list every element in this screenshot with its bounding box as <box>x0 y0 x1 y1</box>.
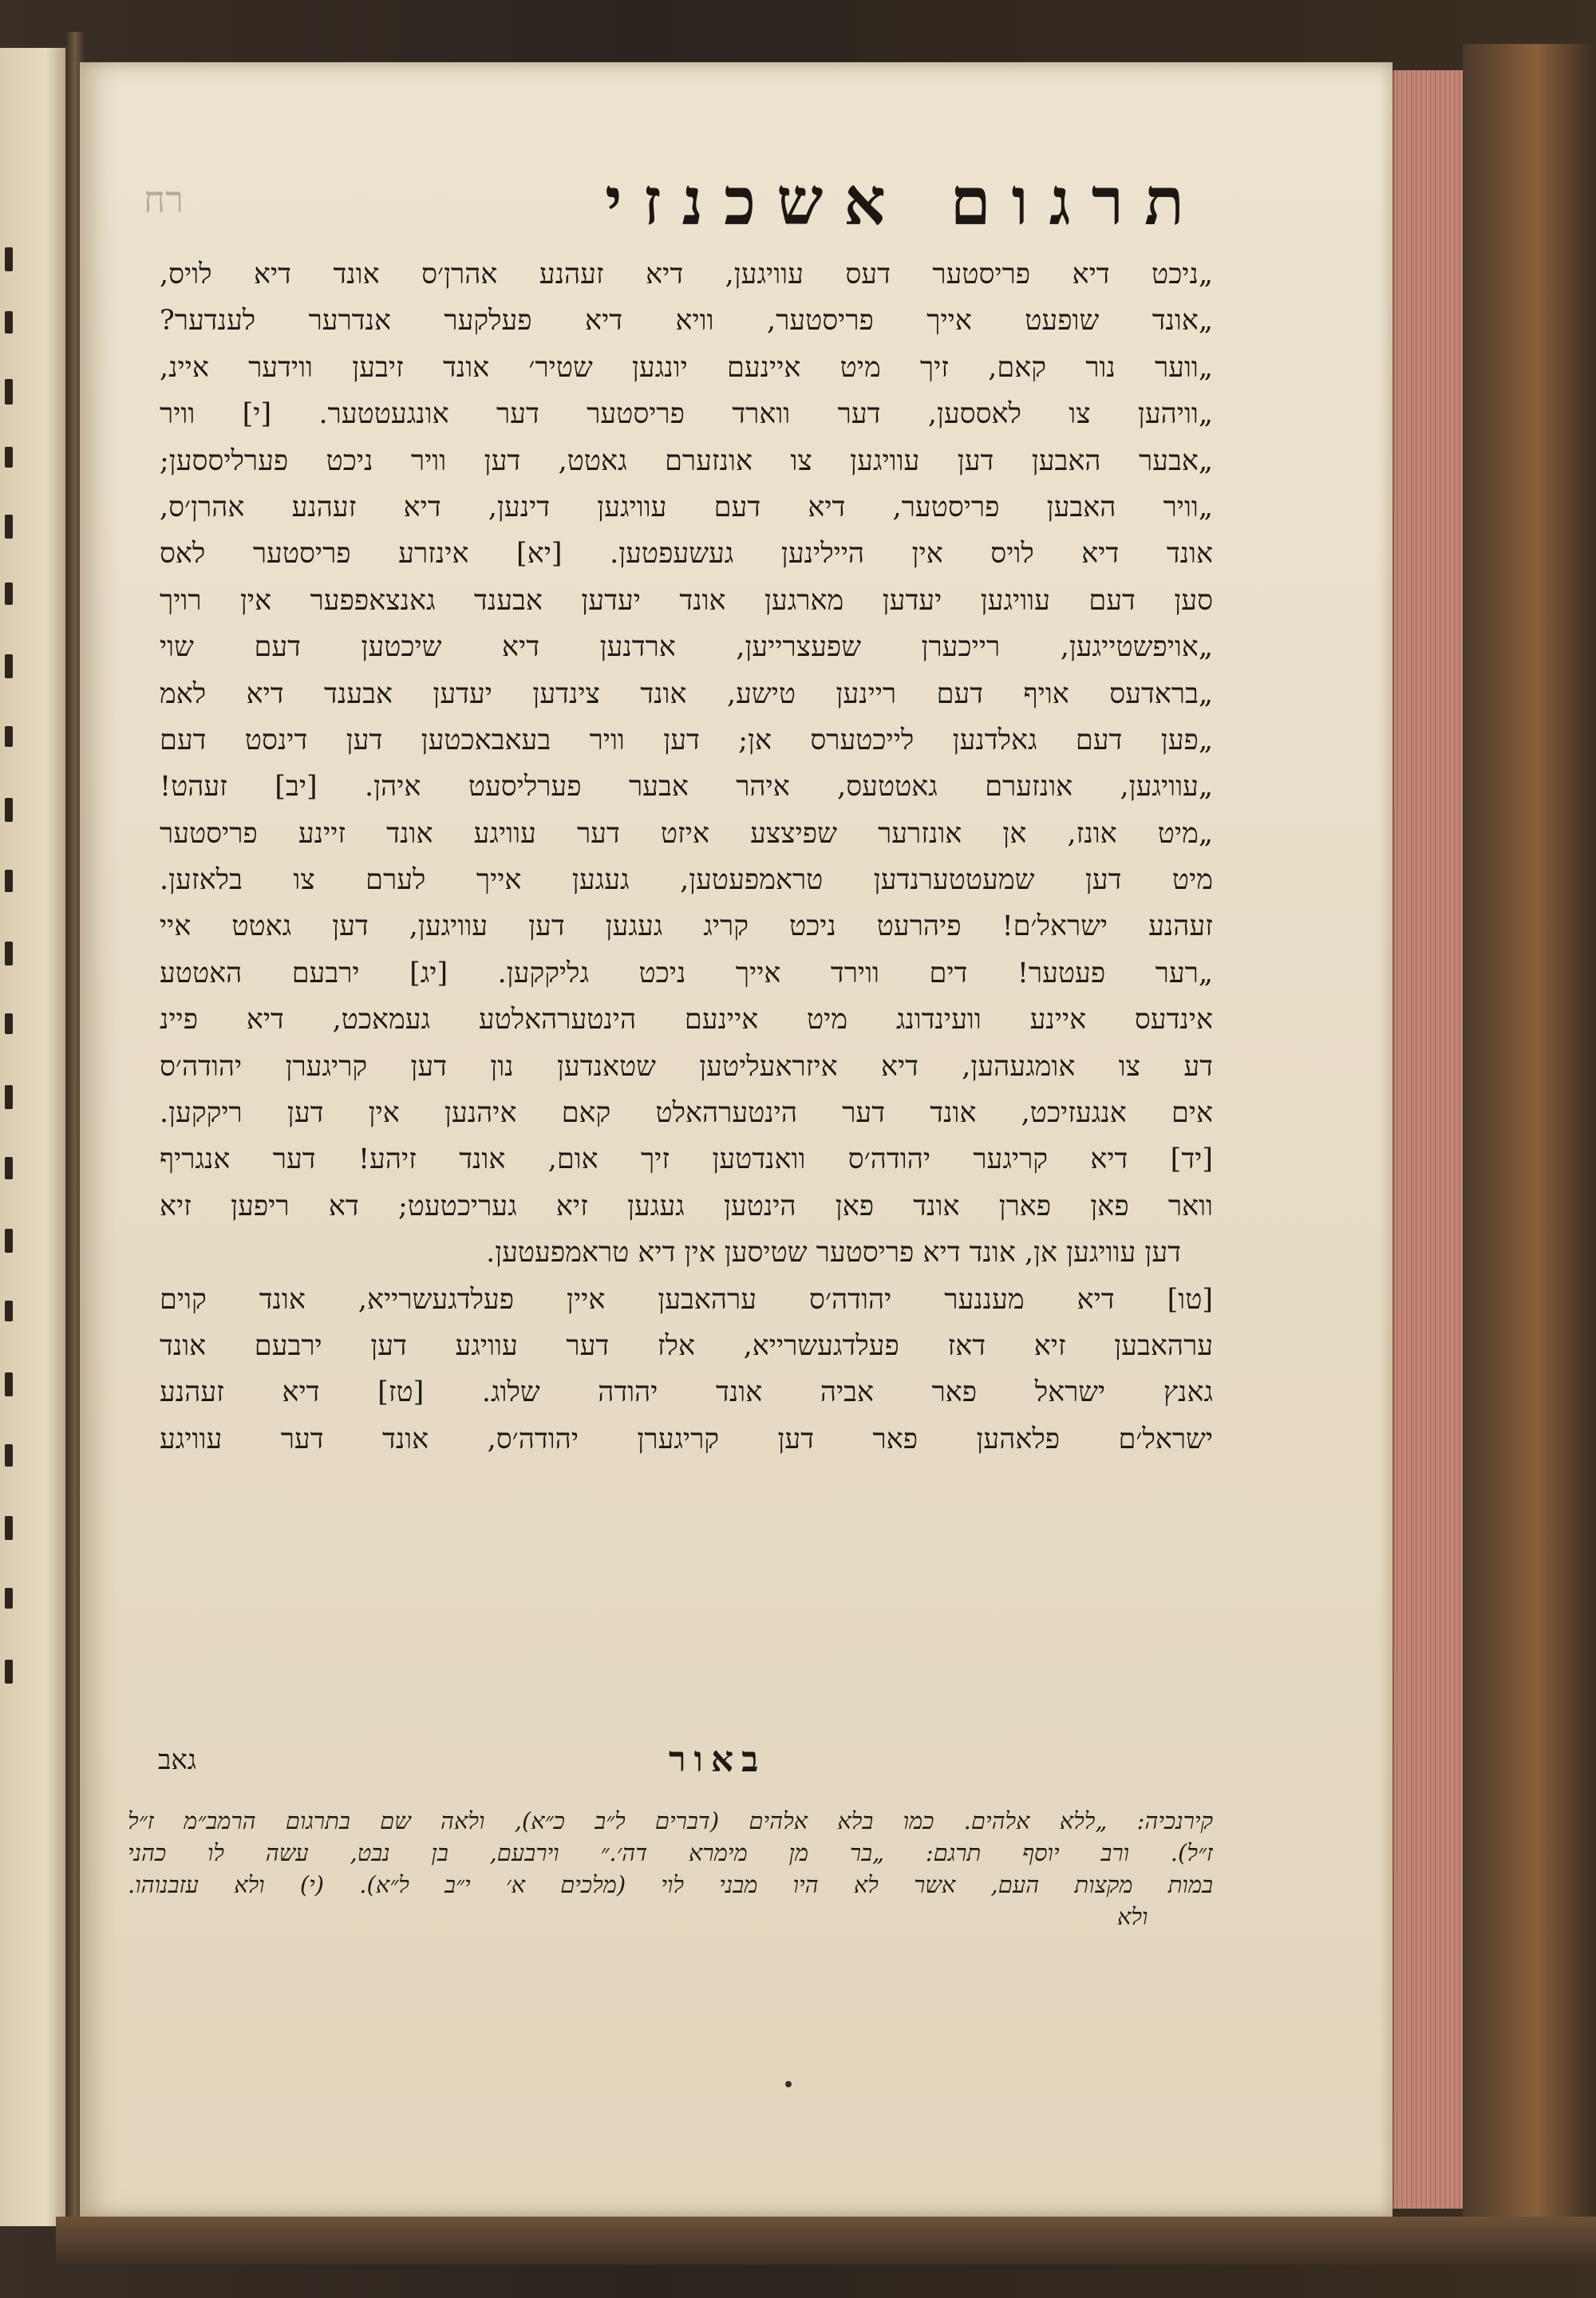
commentary-line: במות מקצות העם, אשר לא היו מבני לוי (מלכים א׳ י״ב ל״א). (י) ולא עזבנוהו. <box>128 1871 1213 1898</box>
text-line: אונד דיא לויס אין היילינען געשעפטען. [יא] אינזרע פריסטער לאס <box>160 538 1213 571</box>
book-cover-spine <box>1463 44 1596 2262</box>
text-line: גאנץ ישראל פאר אביה אונד יהודה שלוג. [טז] דיא זעהנע <box>160 1376 1213 1409</box>
main-text-block <box>160 251 1213 1463</box>
text-line: דע צו אומגעהען, דיא איזראעליטען שטאנדען נון דען קריגערן יהודה׳ס <box>160 1050 1213 1083</box>
ink-speck <box>785 2081 792 2087</box>
commentary-line: קירנכיה: „ללא אלהים. כמו בלא אלהים (דברים ל״ב כ״א), ולאה שם בתרגום הרמב״מ ז״ל <box>128 1807 1213 1834</box>
left-page-edge <box>0 48 68 2226</box>
text-line: זעהנע ישראל׳ם! פיהרעט ניכט קריג געגען דען עוויגען, דען גאטט איי <box>160 910 1213 943</box>
catchword: גאב <box>158 1744 197 1776</box>
text-line: „אויפשטייגען, רייכערן שפעצרייען, ארדנען דיא שיכטען דעם שוי <box>160 631 1213 664</box>
text-line: „עוויגען, אונזערם גאטטעס, איהר אבער פערליסעט איהן. [יב] זעהט! <box>160 771 1213 804</box>
text-line: „פען דעם גאלדנען לייכטערס אן; דען וויר בעאבאכטען דען דינסט דעם <box>160 724 1213 756</box>
text-line: ערהאבען זיא דאז פעלדגעשרייא, אלז דער עוויגע דען ירבעם אונד <box>160 1329 1213 1362</box>
text-line: „וויהען צו לאססען, דער ווארד פריסטער דער אונגעטטער. [י] וויר <box>160 398 1213 431</box>
red-page-edges <box>1393 70 1464 2209</box>
text-line: [יד] דיא קריגער יהודה׳ס וואנדטען זיך אום, אונד זיהע! דער אנגריף <box>160 1143 1213 1176</box>
commentary-catchword: ולא <box>1117 1903 1148 1930</box>
text-line: [טו] דיא מעננער יהודה׳ס ערהאבען איין פעלדגעשרייא, אונד קוים <box>160 1283 1213 1316</box>
text-line: ישראל׳ם פלאהען פאר דען קריגערן יהודה׳ס, אונד דער עוויגע <box>160 1423 1213 1455</box>
page-title: תרגום אשכנזי <box>605 164 1205 240</box>
text-line: „אונד שופעט אייך פריסטער, וויא דיא פעלקער אנדרער לענדער? <box>160 305 1213 338</box>
commentary-block <box>128 1805 1213 1933</box>
text-line: „בראדעס אויף דעם ריינען טישע, אונד צינדען יעדען אבענד דיא לאמ <box>160 677 1213 710</box>
text-line: סען דעם עוויגען יעדען מארגען אונד יעדען אבענד גאנצאפפער אין רויך <box>160 584 1213 617</box>
catchline-row <box>158 1739 1211 1787</box>
text-line: וואר פאן פארן אונד פאן הינטען געגען זיא געריכטעט; דא ריפען זיא <box>160 1190 1213 1222</box>
book-cover-bottom <box>56 2217 1596 2264</box>
commentary-line: ז״ל). ורב יוסף תרגם: „בר מן מימרא דה׳.״ וירבעם, בן נבט, עשה לו כהני <box>128 1839 1213 1866</box>
running-header <box>144 164 1205 259</box>
biur-heading: באור <box>669 1739 767 1780</box>
text-line: „אבער האבען דען עוויגען צו אונזערם גאטט, דען וויר ניכט פערליססען; <box>160 444 1213 477</box>
text-line: „רער פעטער! דים ווירד אייך ניכט גליקקען. [יג] ירבעם האטטע <box>160 957 1213 989</box>
text-line: אים אנגעזיכט, אונד דער הינטערהאלט קאם איהנען אין דען ריקקען. <box>160 1097 1213 1130</box>
text-line: „ניכט דיא פריסטער דעס עוויגען, דיא זעהנע אהרן׳ס אונד דיא לויס, <box>160 259 1213 290</box>
text-line: „וויר האבען פריסטער, דיא דעם עוויגען דינען, דיא זעהנע אהרן׳ס, <box>160 491 1213 523</box>
text-line: אינדעס איינע וועינדונג מיט איינעם הינטערהאלטע געמאכט, דיא פיינ <box>160 1004 1213 1036</box>
text-line: מיט דען שמעטטערנדען טראמפעטען, געגען אייך לערם צו בלאזען. <box>160 864 1213 897</box>
text-line: דען עוויגען אן, אונד דיא פריסטער שטיסען אין דיא טראמפעטען. <box>486 1237 1181 1269</box>
page-number-mark: רח <box>144 178 184 221</box>
text-line: „ווער נור קאם, זיך מיט איינעם יונגען שטיר׳ אונד זיבען ווידער איינ, <box>160 351 1213 384</box>
text-line: „מיט אונז, אן אונזרער שפיצצע איזט דער עוויגע אונד זיינע פריסטער <box>160 817 1213 850</box>
